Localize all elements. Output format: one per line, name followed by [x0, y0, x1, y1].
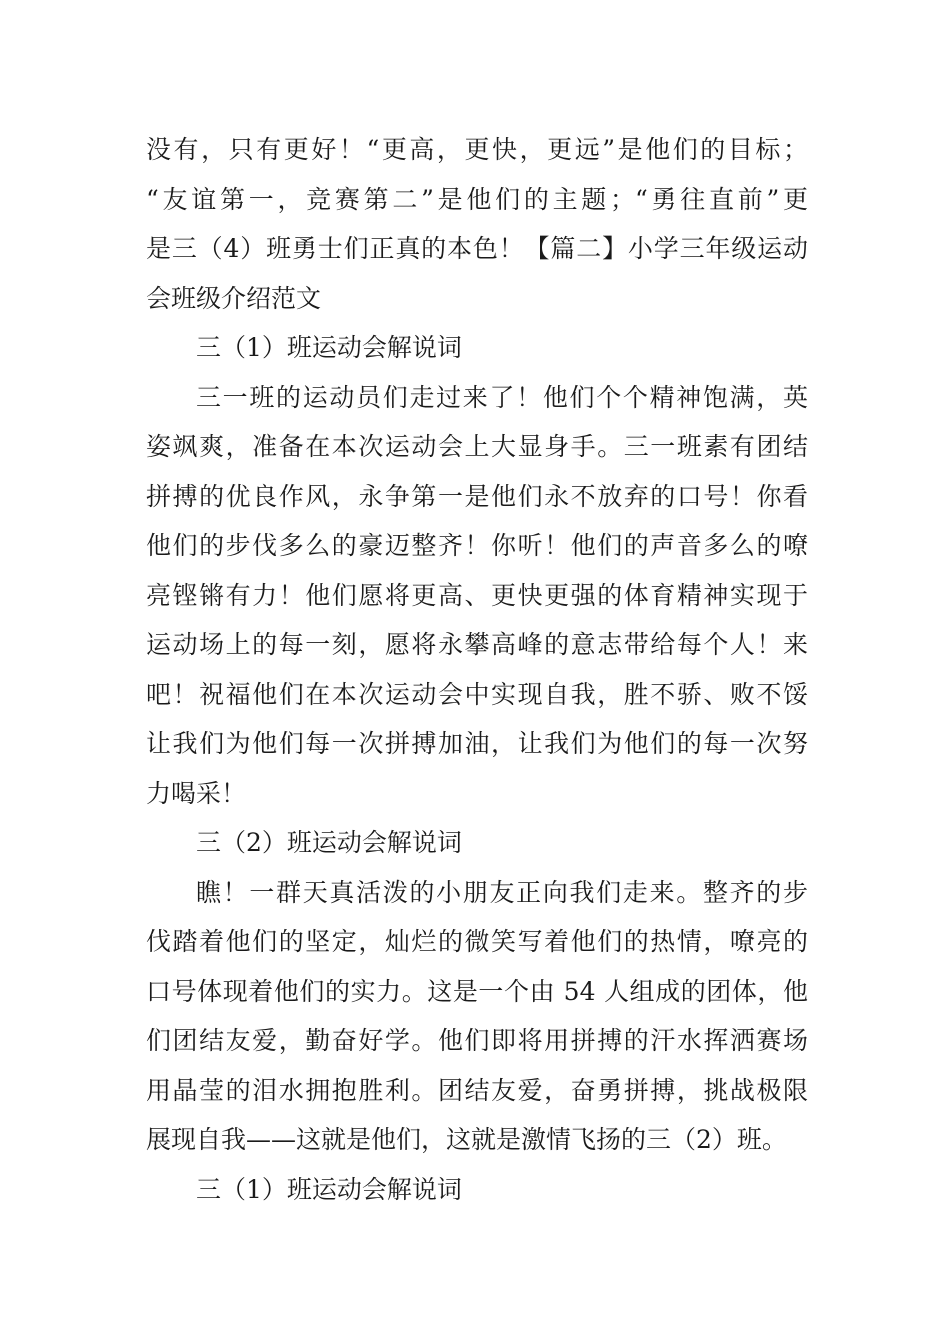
text-line: 展现自我——这就是他们，这就是激情飞扬的三（2）班。	[146, 1125, 787, 1154]
text-line: 瞧！一群天真活泼的小朋友正向我们走来。整齐的步	[196, 877, 808, 907]
text-line: 三一班的运动员们走过来了！他们个个精神饱满，英	[196, 382, 808, 412]
text-line: 运动场上的每一刻，愿将永攀高峰的意志带给每个人！来	[146, 630, 808, 659]
text-line: 没有，只有更好！“更高，更快，更远”是他们的目标；	[146, 135, 808, 164]
paragraph-continued	[146, 125, 808, 323]
section-heading	[146, 818, 808, 868]
paragraph-class-3-1	[146, 373, 808, 819]
section-heading-text: 三（2）班运动会解说词	[196, 828, 462, 857]
text-line: “友谊第一，竞赛第二”是他们的主题；“勇往直前”更	[146, 184, 808, 214]
section-heading	[146, 1165, 808, 1215]
text-line: 是三（4）班勇士们正真的本色！【篇二】小学三年级运动	[146, 234, 808, 263]
section-heading	[146, 323, 808, 373]
text-line: 拼搏的优良作风，永争第一是他们永不放弃的口号！你看	[146, 481, 808, 511]
section-heading-text: 三（1）班运动会解说词	[196, 1174, 462, 1204]
text-line: 姿飒爽，准备在本次运动会上大显身手。三一班素有团结	[146, 432, 808, 461]
text-line: 口号体现着他们的实力。这是一个由 54 人组成的团体，他	[146, 976, 808, 1006]
text-line: 会班级介绍范文	[146, 283, 322, 313]
text-line: 让我们为他们每一次拼搏加油，让我们为他们的每一次努	[146, 729, 808, 758]
text-line: 伐踏着他们的坚定，灿烂的微笑写着他们的热情，嘹亮的	[146, 927, 808, 956]
paragraph-class-3-2	[146, 868, 808, 1165]
text-line: 吧！祝福他们在本次运动会中实现自我，胜不骄、败不馁	[146, 679, 808, 709]
text-line: 们团结友爱，勤奋好学。他们即将用拼搏的汗水挥洒赛场	[146, 1026, 808, 1055]
text-line: 他们的步伐多么的豪迈整齐！你听！他们的声音多么的嘹	[146, 531, 808, 560]
text-line: 用晶莹的泪水拥抱胜利。团结友爱，奋勇拼搏，挑战极限	[146, 1075, 808, 1105]
text-line: 亮铿锵有力！他们愿将更高、更快更强的体育精神实现于	[146, 580, 808, 610]
document-body	[146, 125, 808, 1214]
text-line: 力喝采！	[146, 778, 247, 808]
section-heading-text: 三（1）班运动会解说词	[196, 333, 462, 362]
